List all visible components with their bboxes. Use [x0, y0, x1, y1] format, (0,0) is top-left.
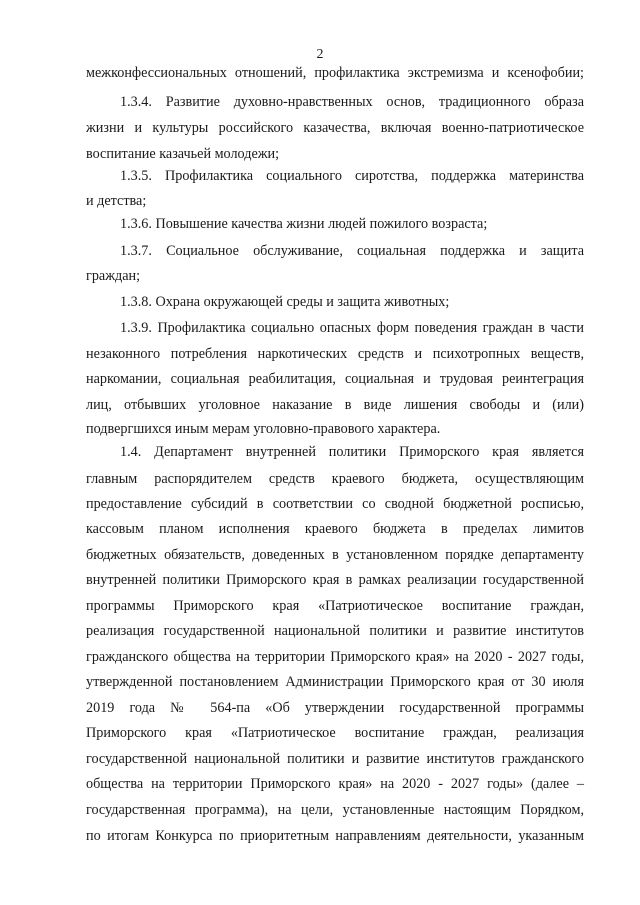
text-line: реализация государственной национальной политики и развитие институтов	[86, 623, 584, 639]
text-line: 1.3.6. Повышение качества жизни людей пожилого возраста;	[120, 216, 488, 232]
text-line: кассовым планом исполнения краевого бюджета в пределах лимитов	[86, 521, 584, 537]
text-line: бюджетных обязательств, доведенных в установленном порядке департаменту	[86, 547, 584, 563]
text-line: 1.3.9. Профилактика социально опасных форм поведения граждан в части	[120, 320, 584, 336]
text-line: незаконного потребления наркотических средств и психотропных веществ,	[86, 346, 584, 362]
text-line: лиц, отбывших уголовное наказание в виде лишения свободы и (или)	[86, 397, 584, 413]
text-line: внутренней политики Приморского края в рамках реализации государственной	[86, 572, 584, 588]
text-line: 1.3.8. Охрана окружающей среды и защита животных;	[120, 294, 450, 310]
text-line: государственной национальной политики и развитие институтов гражданского	[86, 751, 584, 767]
text-line: по итогам Конкурса по приоритетным направлениям деятельности, указанным	[86, 828, 584, 844]
text-line: граждан;	[86, 268, 141, 284]
text-line: 2019 года № 564-па «Об утверждении государственной программы	[86, 700, 584, 716]
text-line: государственная программа), на цели, установленные настоящим Порядком,	[86, 802, 584, 818]
text-line: и детства;	[86, 193, 147, 209]
text-line: гражданского общества на территории Приморского края» на 2020 - 2027 годы,	[86, 649, 584, 665]
text-line: подвергшихся иным мерам уголовно-правового характера.	[86, 421, 441, 437]
text-line: 1.3.4. Развитие духовно-нравственных основ, традиционного образа	[120, 94, 584, 110]
text-line: общества на территории Приморского края» на 2020 - 2027 годы» (далее –	[86, 776, 584, 792]
text-line: межконфессиональных отношений, профилактика экстремизма и ксенофобии;	[86, 65, 584, 81]
text-line: 1.3.5. Профилактика социального сиротства, поддержка материнства	[120, 168, 584, 184]
text-line: предоставление субсидий в соответствии со сводной бюджетной росписью,	[86, 496, 584, 512]
text-line: утвержденной постановлением Администрации Приморского края от 30 июля	[86, 674, 584, 690]
text-line: 1.3.7. Социальное обслуживание, социальная поддержка и защита	[120, 243, 584, 259]
page-number: 2	[316, 47, 324, 62]
text-line: жизни и культуры российского казачества, включая военно-патриотическое	[86, 120, 584, 136]
text-line: программы Приморского края «Патриотическое воспитание граждан,	[86, 598, 584, 614]
text-line: воспитание казачьей молодежи;	[86, 146, 280, 162]
text-line: Приморского края «Патриотическое воспитание граждан, реализация	[86, 725, 584, 741]
text-line: наркомании, социальная реабилитация, социальная и трудовая реинтеграция	[86, 371, 584, 387]
text-line: главным распорядителем средств краевого бюджета, осуществляющим	[86, 471, 584, 487]
text-line: 1.4. Департамент внутренней политики Приморского края является	[120, 444, 584, 460]
